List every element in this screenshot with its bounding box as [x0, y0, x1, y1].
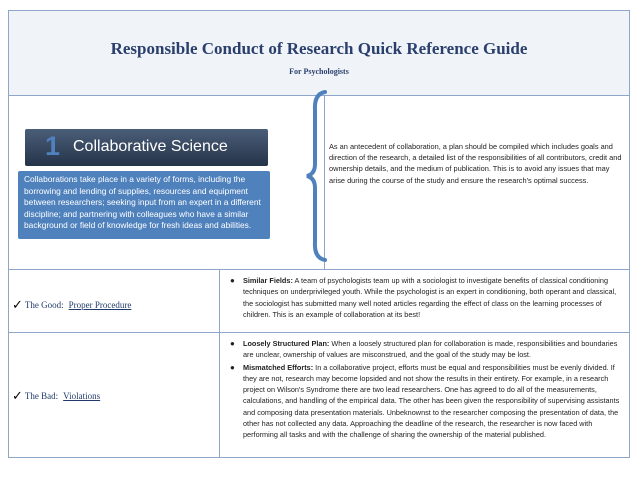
- bullet-icon: ●: [230, 276, 235, 285]
- checkmark-icon: ✓: [12, 297, 23, 312]
- violations-link[interactable]: Violations: [63, 391, 101, 401]
- good-label: [12, 297, 131, 313]
- list-item: [227, 362, 625, 441]
- collaboration-plan-text: As an antecedent of collaboration, a plan should be compiled which includes goals and direction of the research, a detailed list of the responsibilities of all contributors, credit and ownership details, and the medium of publication. This is to avoid any issues that may arise during the course of the study and ensure the research's optimal success.: [329, 142, 622, 185]
- list-item: [227, 275, 625, 320]
- bad-label-text: The Bad:: [24, 391, 59, 401]
- row-divider: [219, 270, 220, 332]
- bullet-term: Similar Fields:: [243, 276, 293, 285]
- bullet-term: Loosely Structured Plan:: [243, 339, 330, 348]
- bad-bullets: [227, 338, 625, 442]
- good-row: [9, 270, 629, 333]
- brace-icon: [305, 86, 329, 266]
- bullet-term: Mismatched Efforts:: [243, 362, 314, 372]
- row-divider: [219, 333, 220, 458]
- good-label-text: The Good:: [24, 300, 64, 310]
- header-band: [9, 11, 629, 96]
- bullet-text: When a loosely structured plan for collaboration is made, responsibilities and boundaries are unclear, ownership of values are misconstrued, and the goal of the study may be lost.: [243, 339, 618, 360]
- reference-guide: [8, 10, 630, 458]
- bullet-icon: ●: [230, 362, 235, 372]
- section-title: Collaborative Science: [73, 138, 228, 155]
- section-description: Collaborations take place in a variety of forms, including the borrowing and lending of supplies, resources and equipment between researchers; seeking input from an expert in a different discipline; and partnering with colleagues who have a similar background or field of knowledge for fresh ideas and abilities.: [18, 171, 270, 239]
- good-bullets: [227, 275, 625, 321]
- section-number: 1: [45, 131, 61, 161]
- page-title: Responsible Conduct of Research Quick Reference Guide: [110, 39, 528, 58]
- section-title-box: [25, 129, 268, 166]
- checkmark-icon: ✓: [12, 388, 23, 403]
- page-subtitle: For Psychologists: [289, 67, 349, 76]
- bad-row: [9, 333, 629, 458]
- proper-procedure-link[interactable]: Proper Procedure: [68, 300, 132, 310]
- bullet-icon: ●: [230, 339, 235, 348]
- collaborative-science-section: [9, 96, 629, 270]
- list-item: [227, 338, 625, 361]
- bad-label: [12, 388, 100, 404]
- bullet-text: In a collaborative project, efforts must be equal and responsibilities must be evenly divided. If they are not, research may become lopsided and not show the results in their entirety. For example, in a research project on Wilson's Syndrome there are two lead researchers. One has agreed to do all of the measurements, calculations, and handling of the empirical data. The other has been given the responsibility of supervising assistants and composing data presentation materials. Unbeknownst to the researcher composing the presentation of data, the other has not collected any data. Approaching the deadline of the research, the researcher is now faced with performing all tasks and with the challenge of sharing the ownership of the material published.: [243, 362, 620, 440]
- bullet-text: A team of psychologists team up with a sociologist to investigate benefits of classical conditioning techniques on underprivileged youth. While the psychologist is an expert in conditioning, both operant and classical, the sociologist has submitted many well noted articles regarding the effect of class on the learning processes of children. This is an example of collaboration at its best!: [243, 276, 617, 319]
